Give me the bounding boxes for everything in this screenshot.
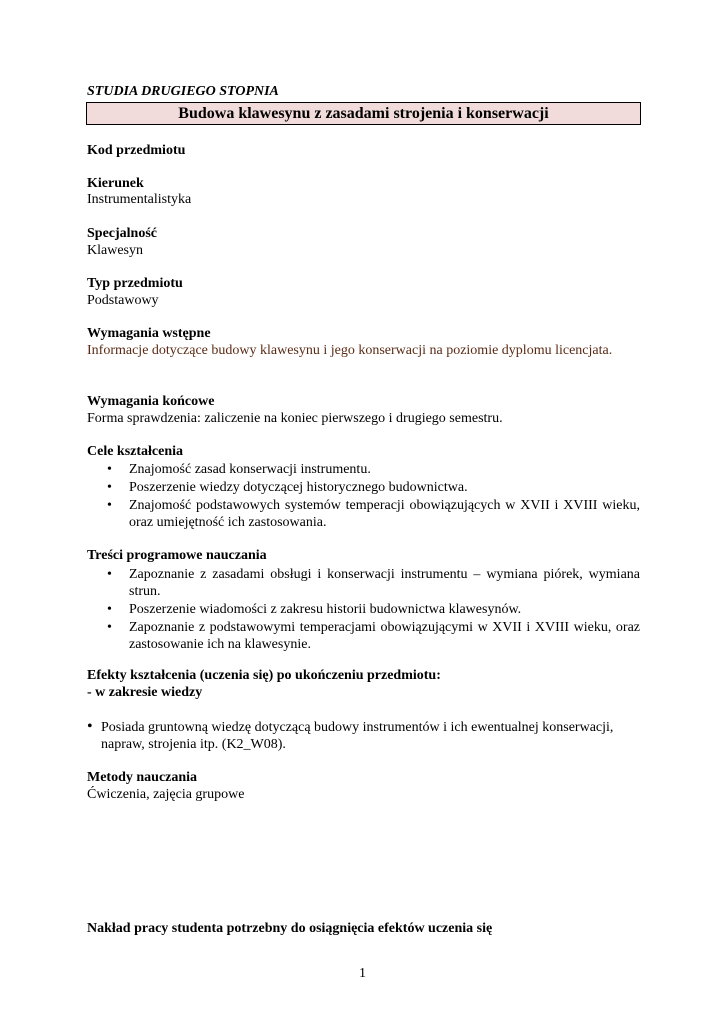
list-item: • Poszerzenie wiedzy dotyczącej historycznego budownictwa. xyxy=(105,479,640,496)
list-item: • Zapoznanie z zasadami obsługi i konserwacji instrumentu – wymiana piórek, wymiana strun. xyxy=(105,566,640,600)
list-item: • Poszerzenie wiadomości z zakresu historii budownictwa klawesynów. xyxy=(105,601,640,618)
wymagania-koncowe-label: Wymagania końcowe xyxy=(87,394,215,409)
wymagania-koncowe-value: Forma sprawdzenia: zaliczenie na koniec pierwszego i drugiego semestru. xyxy=(87,411,503,426)
cele-list xyxy=(105,461,640,532)
tresci-programowe-label: Treści programowe nauczania xyxy=(87,548,267,563)
list-item: • Znajomość zasad konserwacji instrumentu. xyxy=(105,461,640,478)
typ-przedmiotu-label: Typ przedmiotu xyxy=(87,276,183,291)
specjalnosc-value: Klawesyn xyxy=(87,243,143,258)
course-title: Budowa klawesynu z zasadami strojenia i konserwacji xyxy=(86,102,641,125)
efekty-item-text: Posiada gruntowną wiedzę dotyczącą budowy instrumentów i ich ewentualnej konserwacji, napraw, strojenia itp. (K2_W08). xyxy=(101,720,614,752)
efekty-sublabel: - w zakresie wiedzy xyxy=(87,685,203,700)
kierunek-label: Kierunek xyxy=(87,176,144,191)
cele-ksztalcenia-label: Cele kształcenia xyxy=(87,444,184,459)
list-item: • Znajomość podstawowych systemów temperacji obowiązujących w XVII i XVIII wieku, oraz umiejętność ich zastosowania. xyxy=(105,497,640,531)
list-item: • Zapoznanie z podstawowymi temperacjami obowiązującymi w XVII i XVIII wieku, oraz zastosowanie ich na klawesynie. xyxy=(105,619,640,653)
kod-przedmiotu-label: Kod przedmiotu xyxy=(87,143,186,158)
wymagania-wstepne-value: Informacje dotyczące budowy klawesynu i jego konserwacji na poziomie dyplomu licencjata. xyxy=(87,343,613,358)
page-number: 1 xyxy=(359,966,366,981)
metody-nauczania-value: Ćwiczenia, zajęcia grupowe xyxy=(87,787,245,802)
tresci-list xyxy=(105,566,640,654)
typ-przedmiotu-value: Podstawowy xyxy=(87,293,159,308)
metody-nauczania-label: Metody nauczania xyxy=(87,770,198,785)
efekty-item xyxy=(87,719,642,753)
document-subtitle: STUDIA DRUGIEGO STOPNIA xyxy=(87,84,279,99)
kierunek-value: Instrumentalistyka xyxy=(87,192,192,207)
bullet-icon: • xyxy=(87,718,93,735)
specjalnosc-label: Specjalność xyxy=(87,226,157,241)
naklad-pracy-label: Nakład pracy studenta potrzebny do osiągnięcia efektów uczenia się xyxy=(87,921,493,936)
wymagania-wstepne-label: Wymagania wstępne xyxy=(87,326,211,341)
efekty-ksztalcenia-label: Efekty kształcenia (uczenia się) po ukończeniu przedmiotu: xyxy=(87,668,441,683)
